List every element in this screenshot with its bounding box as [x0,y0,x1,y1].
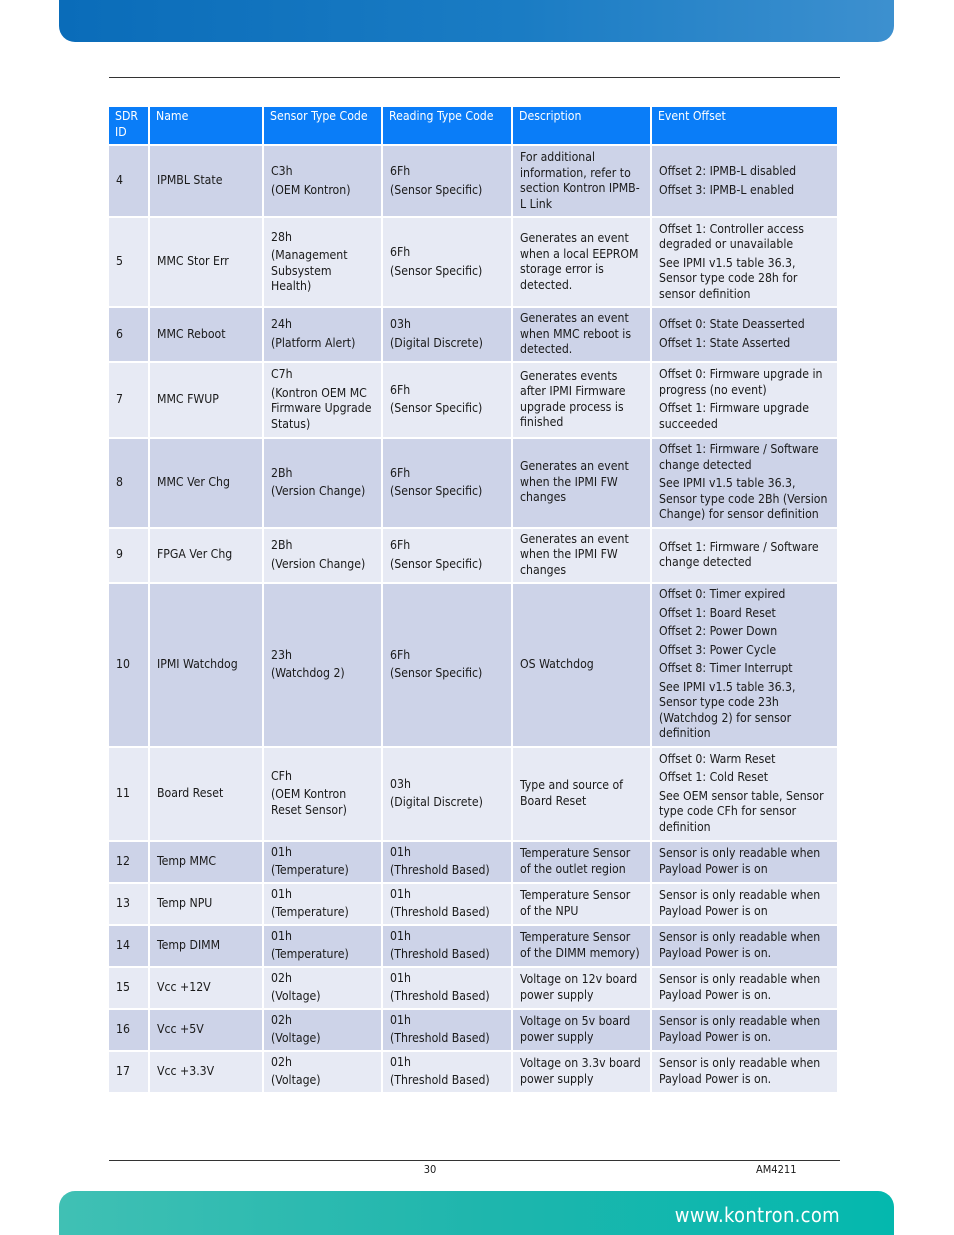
reading-type-line: 6Fh [390,465,411,480]
reading-type-line: 01h [390,1012,411,1027]
sensor-type-line: (Temperature) [271,905,349,919]
cell-sdr-id: 10 [109,584,148,746]
cell-description: Generates an event when MMC reboot is detected. [513,308,650,361]
event-offset-line: Sensor is only readable when Payload Power is on. [659,1056,821,1086]
table-row [109,926,837,966]
event-offset-line: Offset 1: Firmware / Software change detected [659,442,819,472]
header-banner [59,0,894,42]
sensor-type-line: 02h [271,1012,292,1027]
event-offset-line: Offset 1: Firmware upgrade succeeded [659,401,809,431]
cell-description: Temperature Sensor of the DIMM memory) [513,926,650,966]
event-offset-line: Offset 0: Warm Reset [659,751,776,766]
cell-event-offset [652,363,837,437]
page-number: 30 [423,1163,437,1176]
sensor-type-line: 01h [271,844,292,859]
cell-sensor-type [264,748,381,840]
sensor-type-line: 2Bh [271,538,293,552]
cell-event-offset [652,926,837,966]
cell-sensor-type [264,146,381,216]
document-id: AM4211 [756,1163,797,1176]
reading-type-line: 6Fh [390,647,411,662]
reading-type-line: (Threshold Based) [390,989,490,1003]
table-row [109,968,837,1008]
cell-name: Temp MMC [150,842,262,882]
reading-type-line: (Threshold Based) [390,1031,490,1045]
cell-reading-type [383,439,511,527]
cell-description: Voltage on 12v board power supply [513,968,650,1008]
sensor-type-line: (OEM Kontron) [271,182,351,197]
cell-reading-type [383,363,511,437]
sensor-type-line: (Temperature) [271,863,349,877]
table-row [109,439,837,527]
reading-type-line: 6Fh [390,245,411,259]
cell-sensor-type [264,1052,381,1092]
sensor-type-line: 02h [271,970,292,985]
cell-name: IPMI Watchdog [150,584,262,746]
cell-reading-type [383,1052,511,1092]
event-offset-line: Sensor is only readable when Payload Power is on. [659,930,821,960]
cell-sdr-id: 14 [109,926,148,966]
event-offset-line: Sensor is only readable when Payload Power is on. [659,972,821,1002]
cell-sensor-type [264,1010,381,1050]
cell-event-offset [652,529,837,582]
column-header-name: Name [150,107,262,144]
sensor-type-line: 01h [271,886,292,901]
cell-sdr-id: 8 [109,439,148,527]
reading-type-line: 01h [390,886,411,901]
cell-description: Generates an event when a local EEPROM storage error is detected. [513,218,650,306]
cell-sensor-type [264,439,381,527]
cell-reading-type [383,584,511,746]
table-row [109,842,837,882]
footer-divider [109,1160,840,1161]
table-row [109,1052,837,1092]
reading-type-line: 01h [390,970,411,985]
cell-reading-type [383,748,511,840]
cell-sdr-id: 12 [109,842,148,882]
cell-sdr-id: 17 [109,1052,148,1092]
cell-description: Temperature Sensor of the NPU [513,884,650,924]
table-row [109,584,837,746]
reading-type-line: (Sensor Specific) [390,484,483,498]
cell-description: Generates events after IPMI Firmware upgrade process is finished [513,363,650,437]
event-offset-line: Sensor is only readable when Payload Power is on [659,846,821,876]
column-header-reading-type: Reading Type Code [383,107,511,144]
reading-type-line: (Sensor Specific) [390,666,483,680]
sensor-type-line: (OEM Kontron Reset Sensor) [271,787,347,817]
event-offset-line: See OEM sensor table, Sensor type code CFh for sensor definition [659,788,824,834]
sensor-type-line: C7h [271,367,293,381]
cell-sdr-id: 7 [109,363,148,437]
cell-sdr-id: 9 [109,529,148,582]
cell-reading-type [383,1010,511,1050]
sensor-type-line: (Version Change) [271,556,366,571]
reading-type-line: 6Fh [390,164,411,178]
reading-type-line: (Sensor Specific) [390,401,483,415]
column-header-sensor-type: Sensor Type Code [264,107,381,144]
sensor-type-line: (Temperature) [271,947,349,961]
website-link[interactable]: www.kontron.com [674,1203,840,1227]
reading-type-line: 6Fh [390,538,411,552]
reading-type-line: (Sensor Specific) [390,556,483,571]
sensor-type-line: (Version Change) [271,484,366,498]
cell-sdr-id: 11 [109,748,148,840]
table-row [109,146,837,216]
sensor-type-line: (Voltage) [271,1073,321,1087]
cell-sensor-type [264,884,381,924]
column-header-description: Description [513,107,650,144]
cell-name: MMC Ver Chg [150,439,262,527]
sensor-type-line: (Voltage) [271,989,321,1003]
reading-type-line: 03h [390,317,411,332]
cell-event-offset [652,1010,837,1050]
cell-event-offset [652,968,837,1008]
cell-name: MMC FWUP [150,363,262,437]
event-offset-line: Offset 1: Cold Reset [659,770,769,785]
cell-sensor-type [264,926,381,966]
event-offset-line: Offset 8: Timer Interrupt [659,661,793,676]
cell-reading-type [383,968,511,1008]
cell-event-offset [652,308,837,361]
cell-name: MMC Stor Err [150,218,262,306]
reading-type-line: (Sensor Specific) [390,182,483,197]
table-header-row [109,107,837,144]
event-offset-line: Offset 1: Controller access degraded or unavailable [659,221,804,252]
event-offset-line: Offset 3: Power Cycle [659,642,777,657]
cell-event-offset [652,439,837,527]
cell-description: Type and source of Board Reset [513,748,650,840]
cell-description: Generates an event when the IPMI FW changes [513,439,650,527]
cell-event-offset [652,584,837,746]
cell-name: Temp NPU [150,884,262,924]
cell-description: For additional information, refer to section Kontron IPMB-L Link [513,146,650,216]
table-row [109,1010,837,1050]
cell-sensor-type [264,584,381,746]
cell-sdr-id: 15 [109,968,148,1008]
reading-type-line: (Threshold Based) [390,905,490,919]
cell-reading-type [383,308,511,361]
event-offset-line: Offset 0: State Deasserted [659,317,805,332]
sensor-type-line: 2Bh [271,465,293,480]
column-header-event-offset: Event Offset [652,107,837,144]
event-offset-line: Offset 1: Board Reset [659,605,776,620]
cell-reading-type [383,146,511,216]
sensor-table-container [109,107,839,1092]
sensor-type-line: 01h [271,928,292,943]
event-offset-line: Offset 2: Power Down [659,624,778,639]
cell-description: Voltage on 3.3v board power supply [513,1052,650,1092]
event-offset-line: See IPMI v1.5 table 36.3, Sensor type code 2Bh (Version Change) for sensor definition [659,476,828,522]
table-row [109,884,837,924]
reading-type-line: 6Fh [390,382,411,397]
reading-type-line: (Threshold Based) [390,1073,490,1087]
cell-name: Vcc +12V [150,968,262,1008]
event-offset-line: Offset 0: Firmware upgrade in progress (no event) [659,367,823,397]
reading-type-line: (Threshold Based) [390,947,490,961]
cell-event-offset [652,146,837,216]
cell-event-offset [652,842,837,882]
cell-sensor-type [264,308,381,361]
reading-type-line: 01h [390,844,411,859]
cell-sensor-type [264,363,381,437]
sensor-type-line: (Voltage) [271,1031,321,1045]
table-row [109,308,837,361]
event-offset-line: Sensor is only readable when Payload Power is on. [659,1014,821,1044]
cell-description: Generates an event when the IPMI FW changes [513,529,650,582]
sensor-type-line: 24h [271,317,292,332]
cell-sdr-id: 5 [109,218,148,306]
header-divider [109,77,840,78]
cell-sdr-id: 6 [109,308,148,361]
cell-event-offset [652,1052,837,1092]
cell-description: Voltage on 5v board power supply [513,1010,650,1050]
cell-name: IPMBL State [150,146,262,216]
reading-type-line: (Digital Discrete) [390,795,483,809]
reading-type-line: 01h [390,1054,411,1069]
table-row [109,529,837,582]
cell-description: Temperature Sensor of the outlet region [513,842,650,882]
cell-sensor-type [264,529,381,582]
reading-type-line: 01h [390,928,411,943]
sensor-type-line: (Platform Alert) [271,335,356,350]
cell-name: Board Reset [150,748,262,840]
cell-sensor-type [264,968,381,1008]
event-offset-line: Offset 2: IPMB-L disabled [659,164,797,178]
cell-reading-type [383,842,511,882]
table-row [109,363,837,437]
sensor-type-line: CFh [271,768,292,783]
reading-type-line: 03h [390,776,411,791]
sensor-type-line: C3h [271,164,293,178]
cell-event-offset [652,884,837,924]
sensor-table [107,105,839,1094]
cell-sdr-id: 16 [109,1010,148,1050]
reading-type-line: (Threshold Based) [390,863,490,877]
cell-reading-type [383,884,511,924]
cell-description: OS Watchdog [513,584,650,746]
cell-sdr-id: 4 [109,146,148,216]
cell-event-offset [652,748,837,840]
cell-name: MMC Reboot [150,308,262,361]
cell-name: Vcc +5V [150,1010,262,1050]
cell-reading-type [383,529,511,582]
event-offset-line: Offset 1: State Asserted [659,335,791,350]
sensor-type-line: (Management Subsystem Health) [271,248,348,293]
event-offset-line: Sensor is only readable when Payload Power is on [659,888,821,918]
cell-reading-type [383,218,511,306]
cell-name: FPGA Ver Chg [150,529,262,582]
sensor-type-line: (Watchdog 2) [271,666,345,680]
footer-banner [59,1191,894,1235]
event-offset-line: See IPMI v1.5 table 36.3, Sensor type code 23h (Watchdog 2) for sensor definition [659,679,796,741]
table-row [109,748,837,840]
cell-reading-type [383,926,511,966]
table-row [109,218,837,306]
event-offset-line: Offset 1: Firmware / Software change detected [659,539,819,569]
sensor-type-line: 02h [271,1054,292,1069]
cell-name: Temp DIMM [150,926,262,966]
event-offset-line: Offset 0: Timer expired [659,587,786,602]
reading-type-line: (Digital Discrete) [390,335,483,350]
sensor-type-line: 28h [271,229,292,244]
sensor-type-line: (Kontron OEM MC Firmware Upgrade Status) [271,385,372,431]
cell-sensor-type [264,842,381,882]
cell-sensor-type [264,218,381,306]
cell-name: Vcc +3.3V [150,1052,262,1092]
event-offset-line: Offset 3: IPMB-L enabled [659,182,795,197]
column-header-sdr-id: SDR ID [109,107,148,144]
cell-event-offset [652,218,837,306]
cell-sdr-id: 13 [109,884,148,924]
reading-type-line: (Sensor Specific) [390,263,483,278]
event-offset-line: See IPMI v1.5 table 36.3, Sensor type code 28h for sensor definition [659,255,798,301]
sensor-type-line: 23h [271,647,292,662]
